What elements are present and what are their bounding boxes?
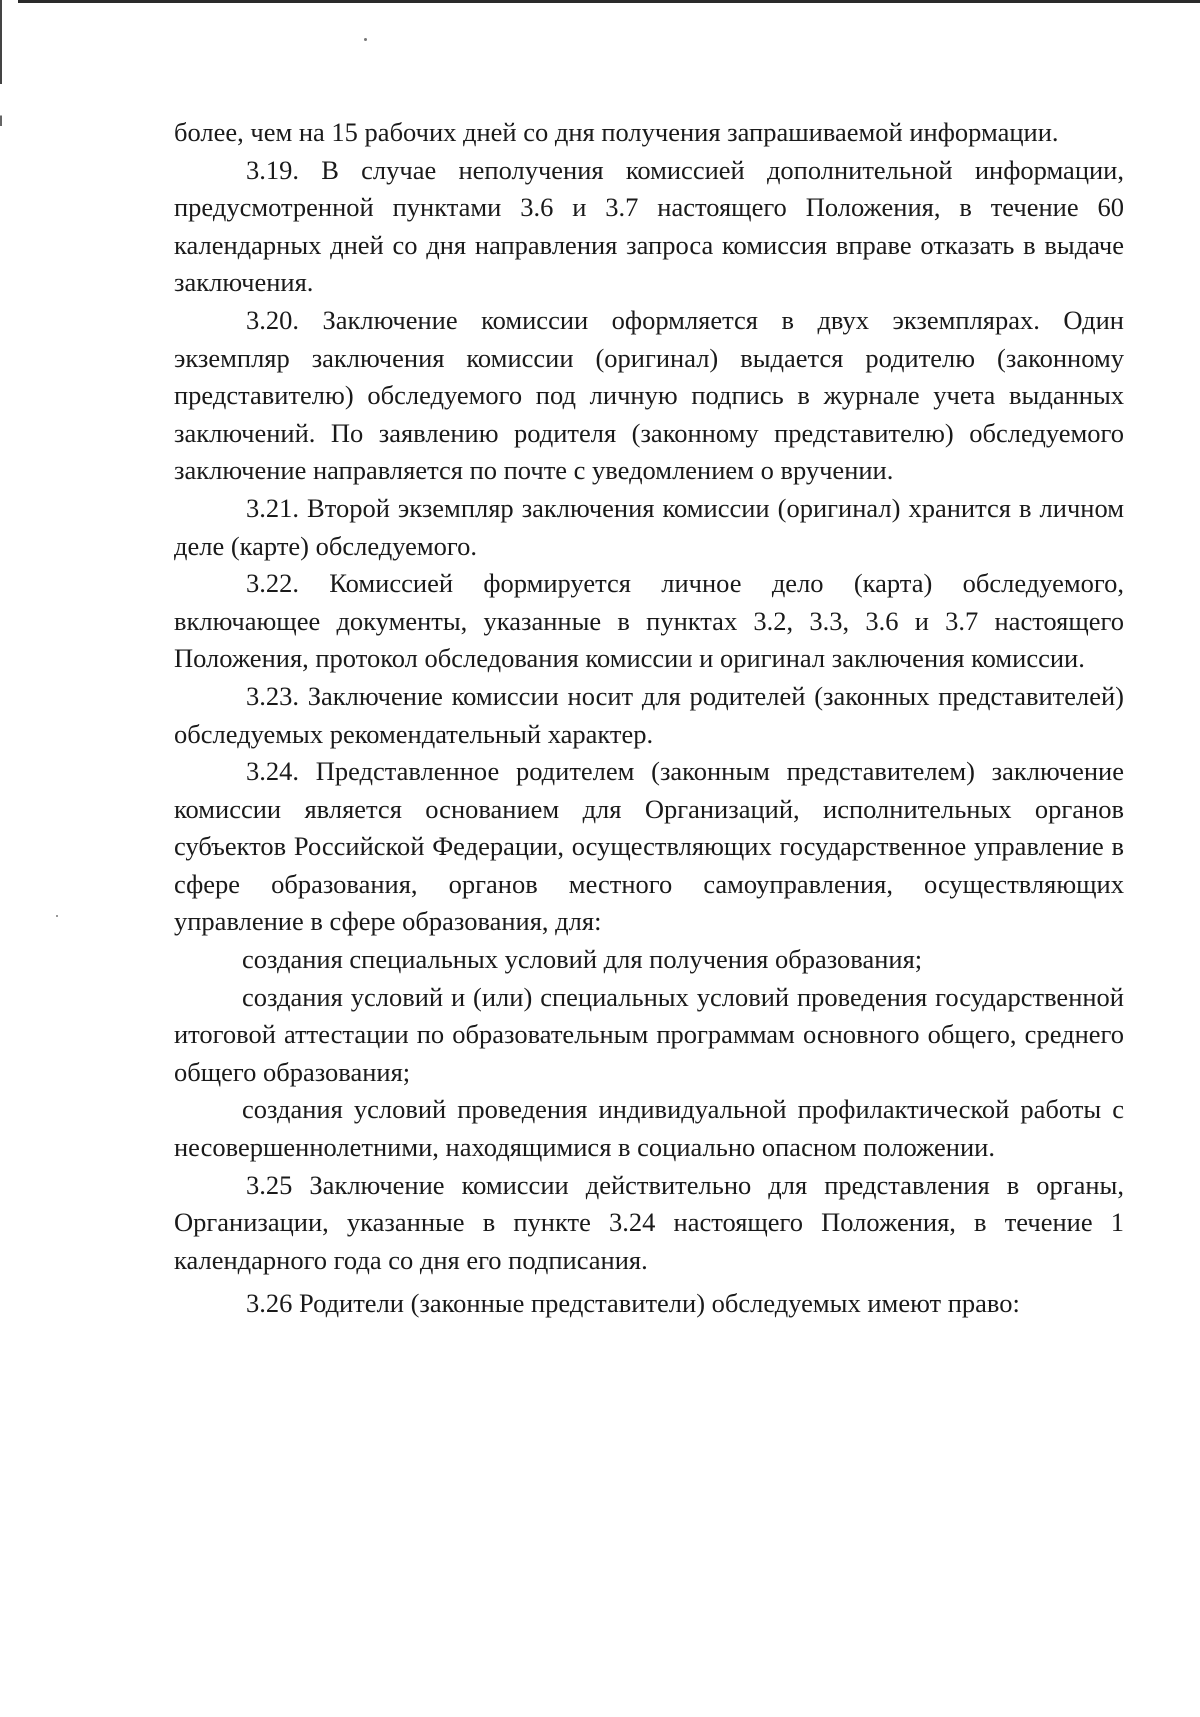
paragraph-3-22: 3.22. Комиссией формируется личное дело (карта) обследуемого, включающее документы, указанные в пунктах 3.2, 3.3, 3.6 и 3.7 настоящего Положения, протокол обследования комиссии и оригинал заключения комиссии. [174, 568, 1124, 674]
scan-speck [364, 38, 367, 41]
scan-left-edge [0, 0, 2, 210]
document-page [174, 114, 1124, 1323]
list-item-final-attestation: создания условий и (или) специальных условий проведения государственной итоговой аттестации по образовательным программам основного общего, среднего общего образования; [174, 981, 1124, 1087]
paragraph-3-23: 3.23. Заключение комиссии носит для родителей (законных представителей) обследуемых рекомендательный характер. [174, 680, 1124, 749]
paragraph-3-21: 3.21. Второй экземпляр заключения комиссии (оригинал) хранится в личном деле (карте) обследуемого. [174, 492, 1124, 561]
paragraph-3-19: 3.19. В случае неполучения комиссией дополнительной информации, предусмотренной пунктами 3.6 и 3.7 настоящего Положения, в течение 60 календарных дней со дня направления запроса комиссия вправе отказать в выдаче заключения. [174, 154, 1124, 298]
paragraph-3-25: 3.25 Заключение комиссии действительно для представления в органы, Организации, указанные в пункте 3.24 настоящего Положения, в течение 1 календарного года со дня его подписания. [174, 1169, 1124, 1275]
paragraph-3-20: 3.20. Заключение комиссии оформляется в двух экземплярах. Один экземпляр заключения комиссии (оригинал) выдается родителю (законному представителю) обследуемого под личную подпись в журнале учета выданных заключений. По заявлению родителя (законному представителю) обследуемого заключение направляется по почте с уведомлением о вручении. [174, 304, 1124, 486]
paragraph-3-26: 3.26 Родители (законные представители) обследуемых имеют право: [246, 1288, 1020, 1319]
scan-speck [56, 915, 58, 917]
scan-top-border [18, 0, 1200, 3]
list-item-preventive-work: создания условий проведения индивидуальной профилактической работы с несовершеннолетними, находящимися в социально опасном положении. [174, 1094, 1124, 1163]
paragraph-continuation: более, чем на 15 рабочих дней со дня получения запрашиваемой информации. [174, 117, 1059, 147]
paragraph-3-24: 3.24. Представленное родителем (законным представителем) заключение комиссии является основанием для Организаций, исполнительных органов субъектов Российской Федерации, осуществляющих государственное управление в сфере образования, органов местного самоуправления, осуществляющих управление в сфере образования, для: [174, 756, 1124, 937]
list-item-special-conditions: создания специальных условий для получения образования; [242, 944, 923, 975]
